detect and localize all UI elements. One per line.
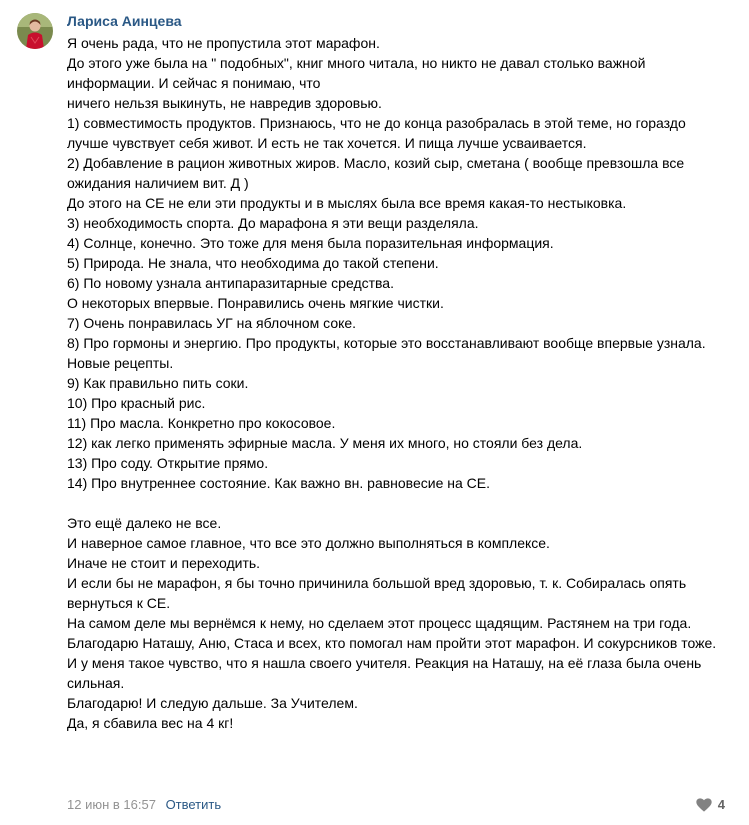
comment-text-line: 9) Как правильно пить соки. — [67, 375, 249, 391]
comment-text-line: 11) Про масла. Конкретно про кокосовое. — [67, 415, 336, 431]
comment-date[interactable]: 12 июн в 16:57 — [67, 797, 156, 812]
comment-text-line — [67, 493, 727, 513]
comment-text-line: 5) Природа. Не знала, что необходима до такой степени. — [67, 255, 439, 271]
comment-text-line: 4) Солнце, конечно. Это тоже для меня была поразительная информация. — [67, 235, 554, 251]
avatar[interactable] — [17, 13, 53, 49]
comment-text-line: Иначе не стоит и переходить. — [67, 555, 261, 571]
comment-text-line: До этого уже была на " подобных", книг много читала, но никто не давал столько важной информации. И сейчас я понимаю, что — [67, 55, 646, 91]
comment-footer — [67, 795, 221, 815]
comment-text-line: Это ещё далеко не все. — [67, 515, 222, 531]
comment-text-line: 2) Добавление в рацион животных жиров. Масло, козий сыр, сметана ( вообще превзошла все ожидания наличием вит. Д ) — [67, 155, 685, 191]
comment-text-line: 13) Про соду. Открытие прямо. — [67, 455, 269, 471]
comment-text-line: 7) Очень понравилась УГ на яблочном соке. — [67, 315, 357, 331]
heart-icon — [696, 798, 712, 812]
comment-text-line: До этого на СЕ не ели эти продукты и в мыслях была все время какая-то нестыковка. — [67, 195, 627, 211]
comment-text-line: И у меня такое чувство, что я нашла своего учителя. Реакция на Наташу, на её глаза была очень сильная. — [67, 655, 702, 691]
like-button[interactable] — [696, 795, 725, 815]
avatar-photo — [17, 13, 53, 49]
comment-text-line: 1) совместимость продуктов. Признаюсь, что не до конца разобралась в этой теме, но гораздо лучше чувствует себя живот. И есть не так хочется. И пища лучше усваивается. — [67, 115, 686, 151]
comment-text-line: И если бы не марафон, я бы точно причинила большой вред здоровью, т. к. Собиралась опять вернуться к СЕ. — [67, 575, 687, 611]
comment-text-line: 3) необходимость спорта. До марафона я эти вещи разделяла. — [67, 215, 479, 231]
comment-text-line: На самом деле мы вернёмся к нему, но сделаем этот процесс щадящим. Растянем на три года. — [67, 615, 692, 631]
comment-text-line: 8) Про гормоны и энергию. Про продукты, которые это восстанавливают вообще впервые узнала. — [67, 335, 706, 351]
comment-text-line: 14) Про внутреннее состояние. Как важно вн. равновесие на СЕ. — [67, 475, 490, 491]
comment-text-line: ничего нельзя выкинуть, не навредив здоровью. — [67, 95, 382, 111]
comment-text — [67, 33, 727, 733]
comment-text-line: И наверное самое главное, что все это должно выполняться в комплексе. — [67, 535, 550, 551]
comment-text-line: 12) как легко применять эфирные масла. У меня их много, но стояли без дела. — [67, 435, 583, 451]
reply-button[interactable]: Ответить — [165, 797, 222, 812]
comment-text-line: Благодарю! И следую дальше. За Учителем. — [67, 695, 358, 711]
comment-text-line: Новые рецепты. — [67, 355, 174, 371]
like-count: 4 — [717, 797, 725, 812]
comment-text-line: О некоторых впервые. Понравились очень мягкие чистки. — [67, 295, 444, 311]
comment-text-line: 6) По новому узнала антипаразитарные средства. — [67, 275, 394, 291]
author-name[interactable]: Лариса Аинцева — [67, 13, 182, 29]
comment-text-line: 10) Про красный рис. — [67, 395, 206, 411]
comment-text-line: Я очень рада, что не пропустила этот марафон. — [67, 35, 380, 51]
comment-text-line: Да, я сбавила вес на 4 кг! — [67, 715, 234, 731]
comment-text-line: Благодарю Наташу, Аню, Стаса и всех, кто помогал нам пройти этот марафон. И сокурсников тоже. — [67, 635, 717, 651]
